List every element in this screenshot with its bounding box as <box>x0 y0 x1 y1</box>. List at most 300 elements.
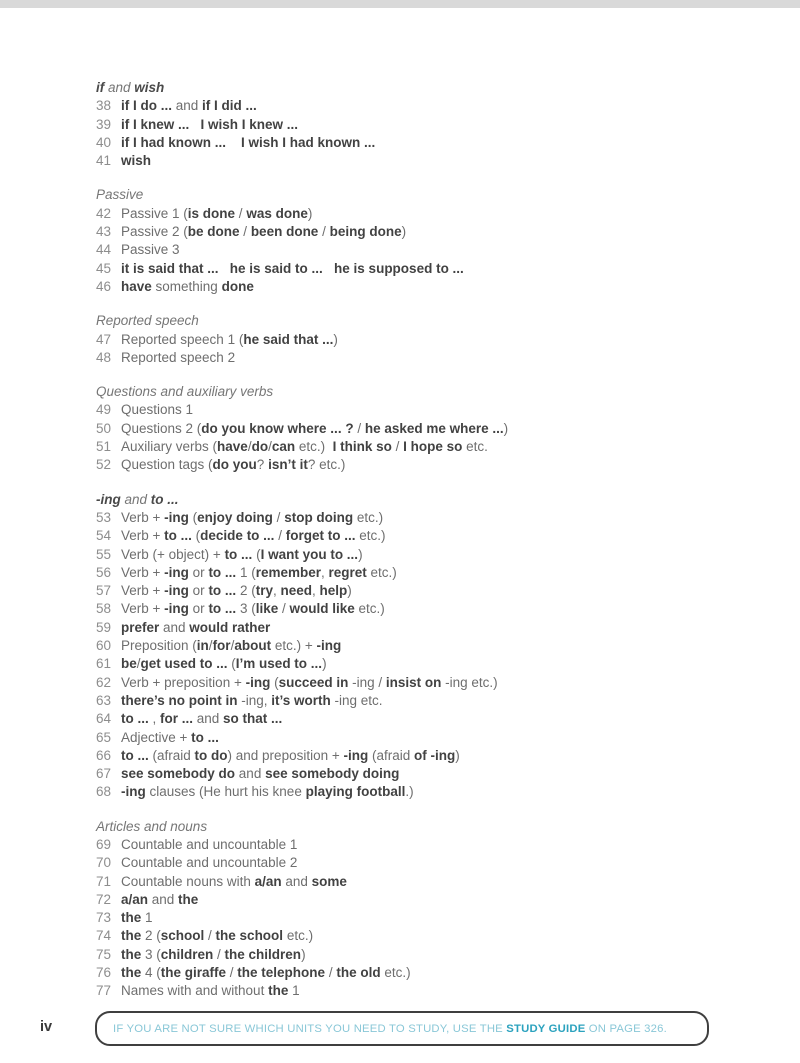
unit-title-run: isn’t it <box>268 457 308 473</box>
unit-title-run: to ... <box>208 564 237 580</box>
unit-title-run: -ing <box>164 583 189 599</box>
unit-title <box>121 836 297 854</box>
unit-number: 68 <box>96 784 112 800</box>
unit-row <box>96 152 736 170</box>
page-top-edge <box>0 0 800 8</box>
unit-title-run: ) <box>503 420 509 436</box>
unit-title-run: being done <box>329 224 402 240</box>
unit-title-run: etc.) <box>366 564 397 580</box>
unit-number: 63 <box>96 692 112 708</box>
unit-number: 54 <box>96 528 112 544</box>
unit-title-run: 1 <box>141 910 153 926</box>
unit-row <box>96 637 736 655</box>
unit-title-run: I think so <box>332 439 392 455</box>
unit-row <box>96 982 736 1000</box>
unit-title-run: can <box>271 439 296 455</box>
unit-row <box>96 546 736 564</box>
unit-title-run: be <box>121 656 137 672</box>
unit-row <box>96 438 736 456</box>
unit-title-run: get used to ... <box>140 656 228 672</box>
unit-row <box>96 420 736 438</box>
unit-row <box>96 619 736 637</box>
unit-title-run: for ... <box>160 711 194 727</box>
unit-title <box>121 729 219 747</box>
unit-title-run: and <box>193 711 224 727</box>
unit-title-run: prefer <box>121 619 160 635</box>
unit-title <box>121 600 385 618</box>
unit-number: 72 <box>96 891 112 907</box>
unit-title-run: a/an <box>254 873 282 889</box>
unit-title-run: Reported speech 1 ( <box>121 331 244 347</box>
unit-row <box>96 223 736 241</box>
unit-title-run: -ing <box>164 564 189 580</box>
unit-number: 71 <box>96 873 112 889</box>
unit-title <box>121 927 313 945</box>
unit-title-run: stop doing <box>284 509 354 525</box>
unit-row <box>96 783 736 801</box>
unit-number: 66 <box>96 747 112 763</box>
unit-title <box>121 747 460 765</box>
unit-title <box>121 456 345 474</box>
unit-title-run: the <box>268 983 289 999</box>
unit-row <box>96 349 736 367</box>
unit-title-run: I want you to ... <box>260 546 359 562</box>
unit-title-run: do <box>251 439 269 455</box>
unit-title-run: , <box>148 711 161 727</box>
unit-row <box>96 564 736 582</box>
unit-title-run: to ... <box>208 583 237 599</box>
unit-title-run: etc. <box>462 439 488 455</box>
unit-title-run: / <box>274 528 286 544</box>
unit-title-run: a/an <box>121 891 149 907</box>
study-guide-note-text <box>113 1023 667 1035</box>
unit-title-run: Passive 3 <box>121 242 180 258</box>
unit-number: 61 <box>96 656 112 672</box>
unit-title-run: / <box>208 638 213 654</box>
unit-title <box>121 710 282 728</box>
unit-title-run: it’s worth <box>271 692 331 708</box>
section-heading-run: Passive <box>96 187 144 203</box>
unit-title-run: be done <box>187 224 240 240</box>
unit-title-run: ) <box>301 946 306 962</box>
unit-title-run: the old <box>336 965 381 981</box>
unit-title-run: if I knew ... I wish I knew ... <box>121 116 299 132</box>
unit-title-run: regret <box>328 564 367 580</box>
unit-number: 69 <box>96 836 112 852</box>
unit-row <box>96 401 736 419</box>
unit-title-run: ) <box>347 583 352 599</box>
unit-row <box>96 241 736 259</box>
unit-row <box>96 729 736 747</box>
unit-title-run: Countable and uncountable 1 <box>121 836 298 852</box>
section-heading-run: -ing <box>96 491 121 507</box>
unit-title-run: / <box>239 224 251 240</box>
unit-title-run: ) <box>358 546 363 562</box>
unit-title-run: Auxiliary verbs ( <box>121 439 218 455</box>
unit-title <box>121 116 298 134</box>
unit-title-run: / <box>318 224 330 240</box>
unit-title-run: ) <box>455 747 460 763</box>
unit-title-run: and <box>159 619 190 635</box>
unit-title-run: if I did ... <box>202 98 257 114</box>
unit-title-run: something <box>151 278 222 294</box>
unit-row <box>96 710 736 728</box>
unit-title-run: / <box>353 420 365 436</box>
unit-row <box>96 278 736 296</box>
unit-title-run: would like <box>289 601 355 617</box>
unit-title-run: Verb + <box>121 564 165 580</box>
unit-title-run: Verb (+ object) + <box>121 546 225 562</box>
unit-title-run: to ... <box>121 711 149 727</box>
unit-row <box>96 456 736 474</box>
unit-title-run: clauses (He hurt his knee <box>145 784 306 800</box>
unit-title-run: there’s no point in <box>121 692 238 708</box>
unit-title-run: he asked me where ... <box>364 420 504 436</box>
unit-title-run: Verb + <box>121 528 165 544</box>
unit-title-run: 3 ( <box>236 601 256 617</box>
unit-title-run: Verb + <box>121 509 165 525</box>
unit-title <box>121 241 180 259</box>
unit-title-run: done <box>221 278 254 294</box>
unit-number: 44 <box>96 242 112 258</box>
unit-number: 77 <box>96 983 112 999</box>
unit-title <box>121 134 375 152</box>
unit-number: 43 <box>96 224 112 240</box>
toc-section <box>96 79 736 170</box>
unit-title-run: so that ... <box>223 711 283 727</box>
unit-title-run: ) and preposition + <box>227 747 344 763</box>
unit-title-run: 3 ( <box>141 946 161 962</box>
unit-title-run: to ... <box>121 747 149 763</box>
unit-title-run: / <box>247 439 252 455</box>
unit-title-run: / <box>272 509 285 525</box>
unit-number: 73 <box>96 910 112 926</box>
unit-title-run: in <box>196 638 209 654</box>
toc-section <box>96 818 736 1001</box>
unit-title-run: if I do ... <box>121 98 172 114</box>
unit-title-run: Questions 2 ( <box>121 420 202 436</box>
unit-row <box>96 509 736 527</box>
unit-title-run: about <box>234 638 272 654</box>
unit-title-run: was done <box>246 205 308 221</box>
unit-title-run: ) <box>333 331 338 347</box>
unit-title-run: to ... <box>191 729 219 745</box>
unit-number: 53 <box>96 509 112 525</box>
unit-title <box>121 765 399 783</box>
unit-title-run: forget to ... <box>285 528 356 544</box>
unit-title <box>121 582 352 600</box>
unit-row <box>96 765 736 783</box>
unit-title-run: Passive 2 ( <box>121 224 188 240</box>
unit-title-run: / <box>325 965 337 981</box>
note-suffix: ON PAGE 326. <box>585 1022 667 1035</box>
unit-title-run: some <box>311 873 347 889</box>
unit-row <box>96 854 736 872</box>
unit-row <box>96 964 736 982</box>
unit-title-run: remember <box>255 564 321 580</box>
unit-title-run: -ing <box>343 747 369 763</box>
study-guide-note-box <box>95 1011 709 1046</box>
unit-title-run: 2 ( <box>236 583 256 599</box>
unit-title-run: and <box>281 873 312 889</box>
unit-number: 48 <box>96 349 112 365</box>
unit-title-run: Adjective + <box>121 729 192 745</box>
toc-section <box>96 383 736 474</box>
unit-title-run: would rather <box>189 619 271 635</box>
unit-number: 65 <box>96 729 112 745</box>
unit-row <box>96 655 736 673</box>
unit-title-run: insist on <box>385 674 442 690</box>
section-heading <box>96 186 736 204</box>
toc-section <box>96 491 736 802</box>
unit-title-run: / <box>235 205 247 221</box>
unit-title-run: etc.) <box>283 928 314 944</box>
page-number: iv <box>40 1019 53 1035</box>
unit-number: 56 <box>96 564 112 580</box>
unit-title-run: have <box>121 278 152 294</box>
unit-title-run: school <box>160 928 205 944</box>
unit-title-run: ? <box>256 457 269 473</box>
unit-row <box>96 909 736 927</box>
unit-row <box>96 692 736 710</box>
unit-number: 50 <box>96 420 112 436</box>
unit-title-run: -ing <box>316 638 342 654</box>
unit-row <box>96 205 736 223</box>
unit-title <box>121 891 198 909</box>
section-heading <box>96 818 736 836</box>
unit-title <box>121 564 397 582</box>
unit-title-run: and <box>148 891 179 907</box>
unit-title <box>121 97 257 115</box>
unit-title-run: try <box>255 583 273 599</box>
toc-section <box>96 186 736 296</box>
unit-title-run: / <box>278 601 290 617</box>
unit-title-run: (afraid <box>148 747 195 763</box>
unit-row <box>96 891 736 909</box>
unit-title-run: 4 ( <box>141 965 161 981</box>
unit-row <box>96 116 736 134</box>
unit-title-run: been done <box>250 224 319 240</box>
unit-title-run: it is said that ... he is said to ... he is supposed to ... <box>121 260 464 276</box>
toc-list <box>96 79 736 1001</box>
unit-number: 39 <box>96 116 112 132</box>
unit-title <box>121 692 383 710</box>
unit-title-run: playing football <box>305 784 406 800</box>
unit-title-run: Countable nouns with <box>121 873 255 889</box>
section-heading <box>96 79 736 97</box>
unit-number: 51 <box>96 439 112 455</box>
unit-number: 58 <box>96 601 112 617</box>
unit-number: 38 <box>96 98 112 114</box>
unit-title-run: help <box>319 583 348 599</box>
note-study-guide-label: STUDY GUIDE <box>506 1022 586 1035</box>
unit-title-run: decide to ... <box>200 528 275 544</box>
section-heading-run: to ... <box>150 491 179 507</box>
unit-title-run: enjoy doing <box>197 509 273 525</box>
unit-title-run: the <box>121 946 142 962</box>
unit-title-run: the telephone <box>237 965 326 981</box>
section-heading-run: if <box>96 80 105 95</box>
unit-title-run: have <box>217 439 248 455</box>
unit-row <box>96 946 736 964</box>
unit-title-run: etc.) <box>353 509 384 525</box>
unit-title-run: / <box>226 965 238 981</box>
unit-title <box>121 527 385 545</box>
unit-title-run: / <box>391 439 404 455</box>
section-heading-run: Reported speech <box>96 313 199 329</box>
unit-title-run: of -ing <box>414 747 456 763</box>
unit-row <box>96 600 736 618</box>
unit-number: 46 <box>96 278 112 294</box>
unit-title-run: -ing <box>164 509 189 525</box>
unit-title-run: etc.) + <box>271 638 317 654</box>
unit-title-run: etc.) <box>295 439 333 455</box>
unit-title-run: to ... <box>164 528 192 544</box>
unit-title-run: to ... <box>224 546 253 562</box>
section-heading <box>96 312 736 330</box>
unit-title <box>121 420 508 438</box>
unit-title-run: to do <box>194 747 228 763</box>
unit-title <box>121 873 347 891</box>
unit-row <box>96 134 736 152</box>
unit-title-run: the <box>121 910 142 926</box>
unit-title-run: ) <box>307 205 313 221</box>
unit-title-run: / <box>204 928 216 944</box>
unit-title-run: see somebody doing <box>265 766 400 782</box>
unit-title-run: Preposition ( <box>121 638 197 654</box>
unit-title-run: 1 ( <box>236 564 256 580</box>
section-heading <box>96 383 736 401</box>
unit-title-run: ( <box>188 509 198 525</box>
unit-title-run: 1 <box>288 983 300 999</box>
unit-title-run: / <box>268 439 272 455</box>
unit-title <box>121 205 312 223</box>
unit-title-run: I’m used to ... <box>235 656 323 672</box>
unit-title-run: the <box>121 928 142 944</box>
unit-title-run: do you know where ... ? <box>201 420 354 436</box>
unit-title-run: , <box>312 583 320 599</box>
unit-title-run: ( <box>227 656 236 672</box>
unit-row <box>96 927 736 945</box>
unit-number: 74 <box>96 928 112 944</box>
unit-title-run: need <box>280 583 312 599</box>
unit-title-run: etc.) <box>354 601 385 617</box>
unit-number: 76 <box>96 965 112 981</box>
unit-title-run: the school <box>215 928 284 944</box>
unit-title-run: to ... <box>208 601 237 617</box>
unit-title-run: for <box>212 638 231 654</box>
unit-title-run: ) <box>322 656 327 672</box>
unit-title-run: I hope so <box>403 439 463 455</box>
unit-title <box>121 152 151 170</box>
unit-title-run: Verb + <box>121 601 165 617</box>
unit-number: 42 <box>96 205 112 221</box>
unit-row <box>96 331 736 349</box>
unit-title <box>121 854 297 872</box>
unit-row <box>96 260 736 278</box>
unit-title <box>121 438 488 456</box>
unit-title <box>121 349 235 367</box>
unit-title-run: Countable and uncountable 2 <box>121 855 298 871</box>
unit-title-run: wish <box>121 153 152 169</box>
unit-title-run: ? etc.) <box>307 457 346 473</box>
unit-title <box>121 964 411 982</box>
unit-title <box>121 909 153 927</box>
unit-title-run: the children <box>224 946 302 962</box>
section-heading-run: and <box>120 491 151 507</box>
unit-number: 60 <box>96 638 112 654</box>
unit-number: 70 <box>96 855 112 871</box>
unit-row <box>96 582 736 600</box>
unit-title <box>121 546 363 564</box>
unit-title-run: -ing, <box>237 692 272 708</box>
unit-title-run: -ing etc.) <box>441 674 498 690</box>
unit-title-run: ) <box>401 224 407 240</box>
unit-title-run: children <box>160 946 214 962</box>
unit-title <box>121 619 270 637</box>
unit-title-run: Question tags ( <box>121 457 213 473</box>
unit-title-run: he said that ... <box>243 331 334 347</box>
unit-title-run: the <box>121 965 142 981</box>
unit-title-run: like <box>255 601 279 617</box>
unit-title-run: etc.) <box>355 528 386 544</box>
section-heading <box>96 491 736 509</box>
unit-title-run: ( <box>270 674 279 690</box>
unit-title <box>121 509 383 527</box>
unit-number: 52 <box>96 457 112 473</box>
unit-title <box>121 655 327 673</box>
unit-title-run: succeed in <box>278 674 349 690</box>
unit-title-run: and <box>172 98 203 114</box>
unit-title-run: or <box>188 564 209 580</box>
unit-number: 57 <box>96 583 112 599</box>
unit-number: 64 <box>96 711 112 727</box>
unit-title-run: / <box>136 656 141 672</box>
unit-title-run: is done <box>187 205 236 221</box>
unit-title <box>121 223 406 241</box>
unit-row <box>96 836 736 854</box>
unit-number: 47 <box>96 331 112 347</box>
unit-number: 67 <box>96 766 112 782</box>
unit-title-run: if I had known ... I wish I had known ... <box>121 134 376 150</box>
unit-title-run: etc.) <box>380 965 411 981</box>
unit-number: 40 <box>96 134 112 150</box>
unit-title-run: or <box>188 601 209 617</box>
unit-title-run: / <box>230 638 235 654</box>
unit-title-run: do you <box>212 457 257 473</box>
unit-number: 45 <box>96 260 112 276</box>
unit-title <box>121 783 414 801</box>
unit-number: 59 <box>96 619 112 635</box>
unit-title <box>121 260 464 278</box>
unit-title-run: -ing / <box>348 674 386 690</box>
unit-title-run: Names with and without <box>121 983 269 999</box>
unit-title-run: , <box>272 583 281 599</box>
unit-title-run: 2 ( <box>141 928 161 944</box>
unit-number: 41 <box>96 153 112 169</box>
unit-title-run: the <box>178 891 199 907</box>
unit-title <box>121 946 306 964</box>
unit-title-run: ( <box>252 546 261 562</box>
toc-section <box>96 312 736 367</box>
unit-number: 55 <box>96 546 112 562</box>
unit-row <box>96 97 736 115</box>
unit-title <box>121 674 498 692</box>
unit-title <box>121 637 341 655</box>
unit-title-run: Reported speech 2 <box>121 349 236 365</box>
unit-title-run: , <box>321 564 329 580</box>
unit-title-run: -ing <box>164 601 189 617</box>
